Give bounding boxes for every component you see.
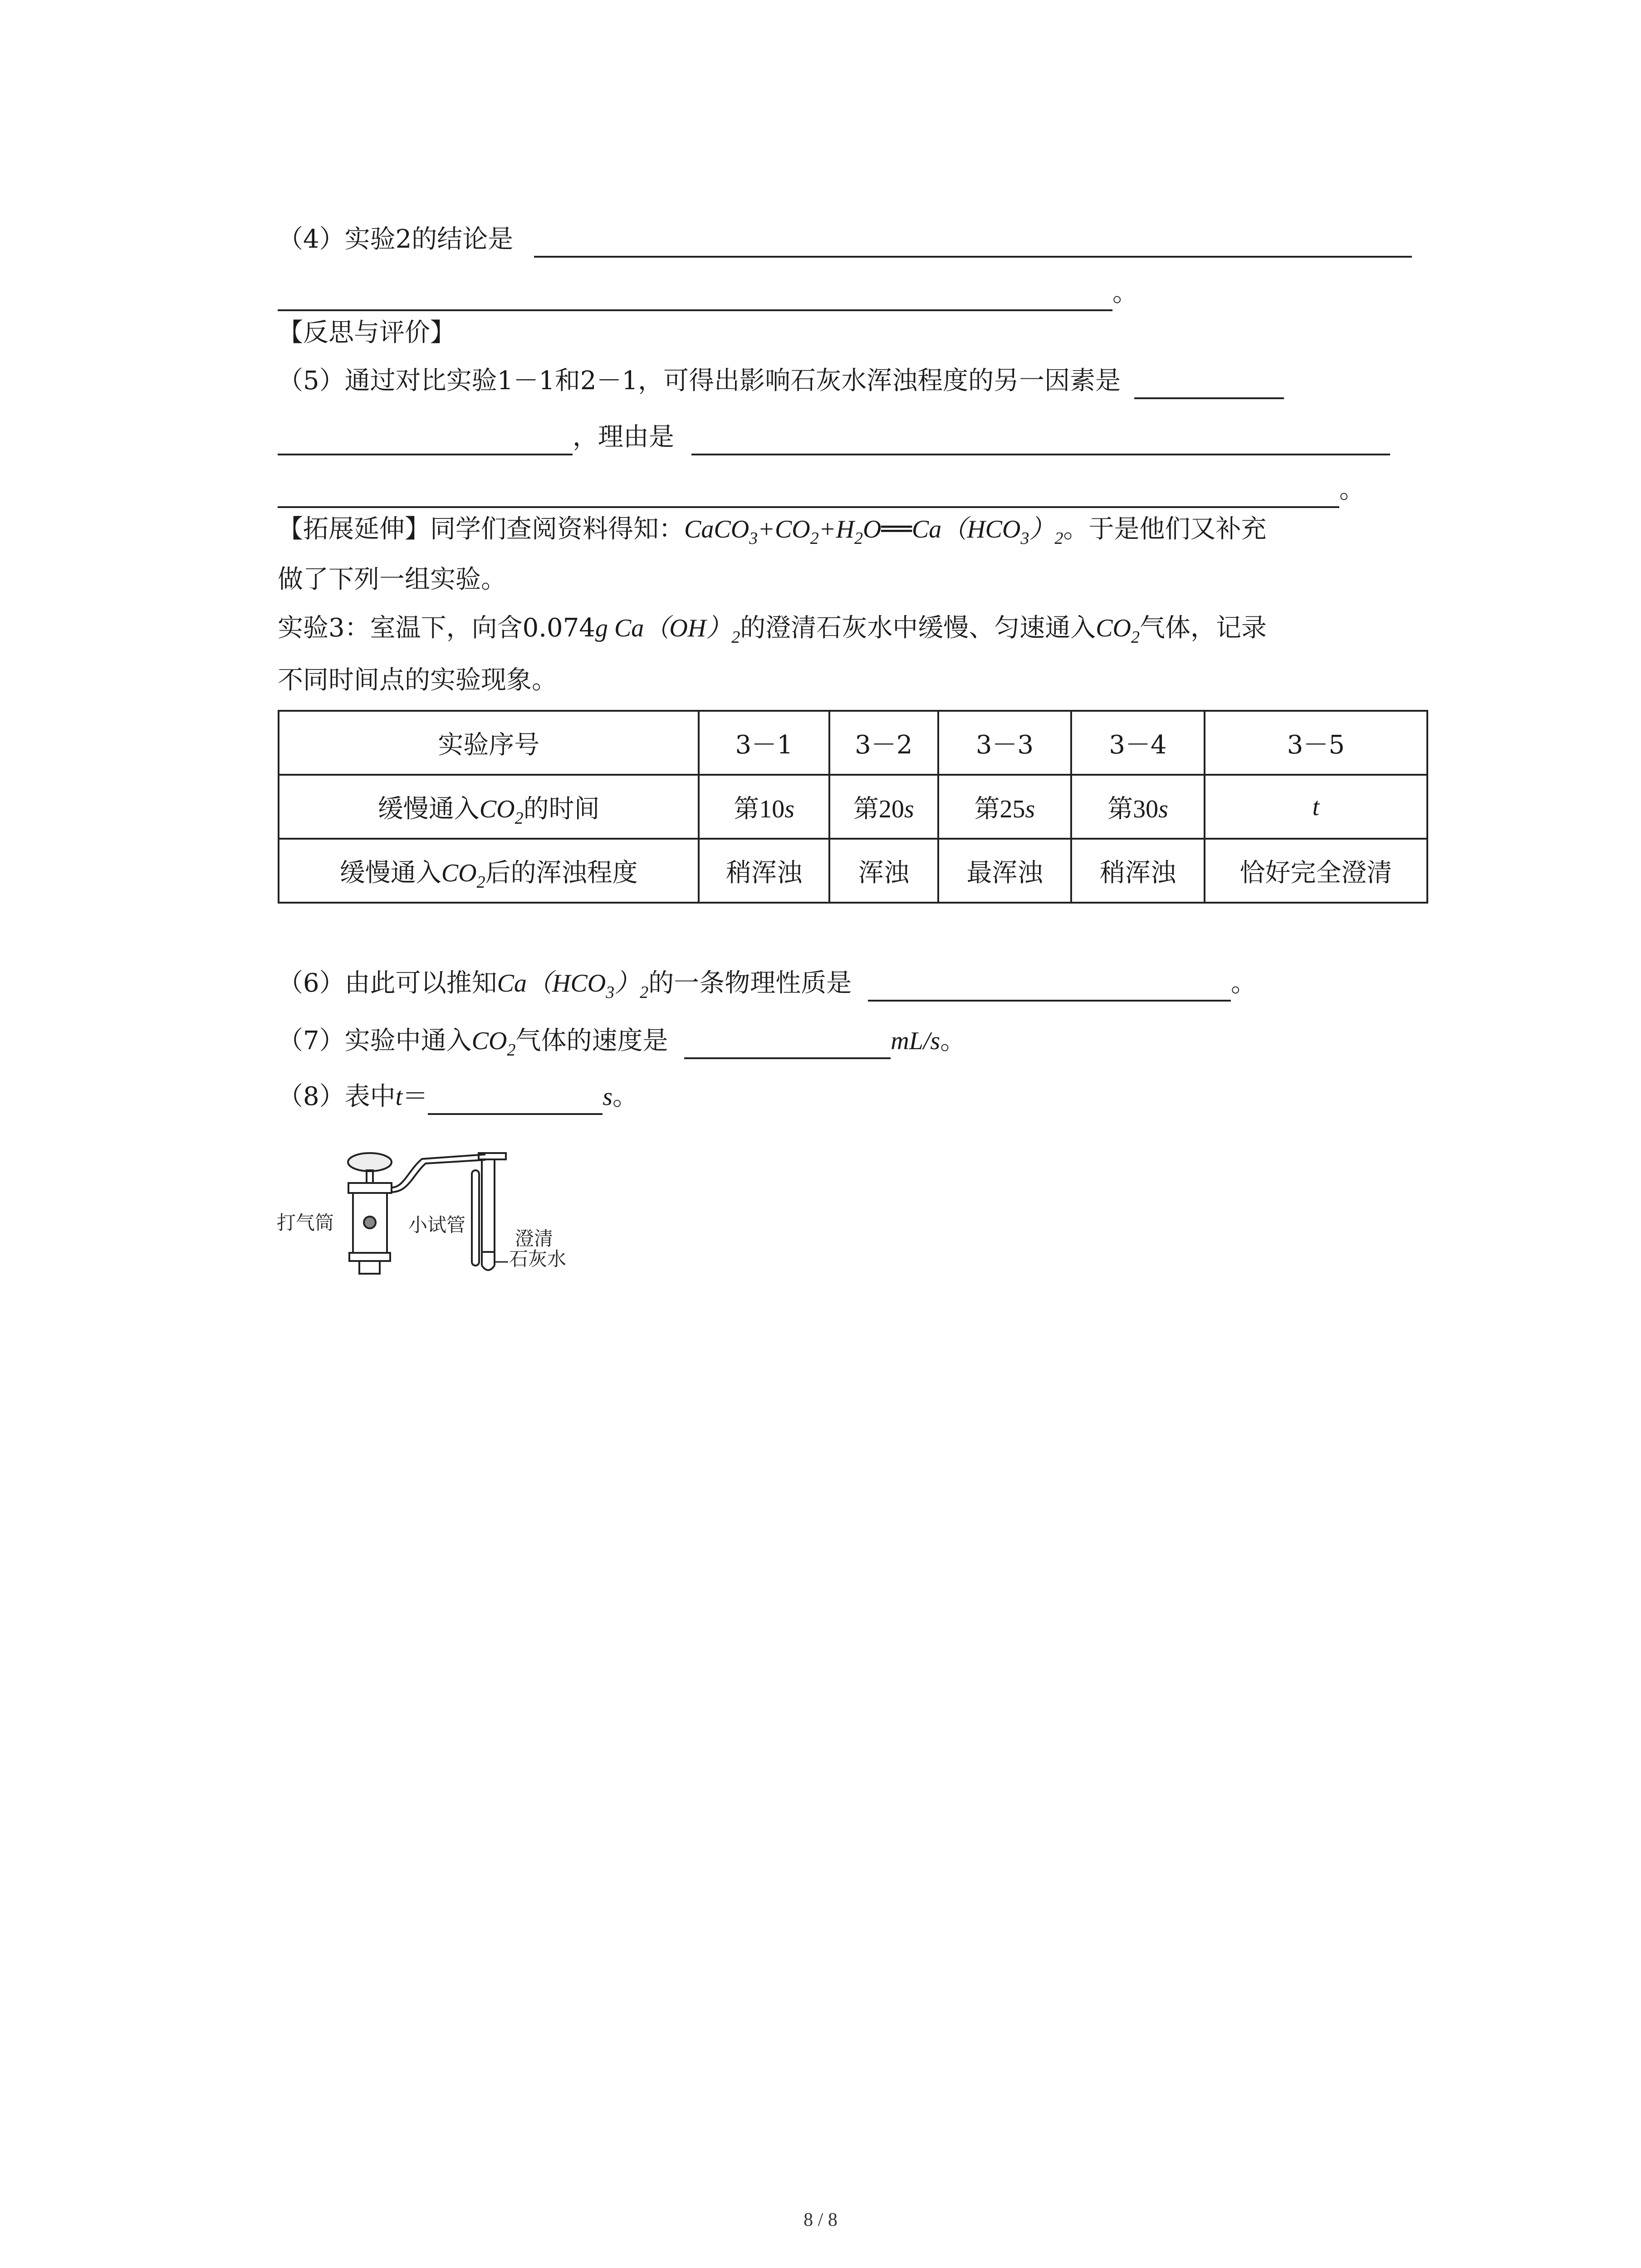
q4-line2 xyxy=(278,275,1138,311)
q8-pre: （8）表中 xyxy=(278,1082,396,1111)
q4-blank-2[interactable] xyxy=(278,281,1112,311)
eq-ca: Ca xyxy=(911,515,942,543)
table-cell-time-t xyxy=(1205,775,1427,839)
extension-line2 xyxy=(278,562,506,598)
exp3-co: CO xyxy=(1096,614,1131,642)
time-unit: s xyxy=(784,795,795,823)
exp3-sub2: 2 xyxy=(1131,628,1140,647)
q5-end: 。 xyxy=(1339,475,1365,504)
q6-end: 。 xyxy=(1231,968,1257,998)
extension-line2-text: 做了下列一组实验。 xyxy=(278,565,506,594)
label-air-pump: 打气筒 xyxy=(277,1212,334,1234)
q4-end: 。 xyxy=(1112,278,1138,308)
exp3-ca: Ca xyxy=(607,614,644,642)
q4-blank-1[interactable] xyxy=(534,228,1412,258)
eq-sub-3b: 3 xyxy=(1020,529,1029,548)
q7-unit: mL/s xyxy=(891,1027,941,1055)
reflection-heading xyxy=(278,315,456,351)
table-cell-turbidity: 稍浑浊 xyxy=(1071,839,1205,903)
row-turbid-co: CO xyxy=(441,859,477,887)
exp3-line2-text: 不同时间点的实验现象。 xyxy=(278,665,557,695)
row-turbid-pre: 缓慢通入 xyxy=(339,858,441,888)
q6-hco: （HCO xyxy=(527,969,606,997)
test-tube-icon xyxy=(472,1153,506,1270)
exp3-line2 xyxy=(278,662,557,699)
q6-sub2: 2 xyxy=(640,983,649,1002)
time-num: 30 xyxy=(1133,795,1159,823)
q5-blank-reason-cont[interactable] xyxy=(278,478,1339,508)
table-header-col: 3－2 xyxy=(829,711,938,775)
time-num: 20 xyxy=(878,795,904,823)
time-pre: 第 xyxy=(853,794,879,824)
eq-caco: CaCO xyxy=(684,515,749,543)
row-time-co: CO xyxy=(479,795,515,823)
extension-heading: 【拓展延伸】 xyxy=(278,514,430,544)
exp3-text-3: 气体，记录 xyxy=(1140,613,1267,643)
q6-pre: （6）由此可以推知 xyxy=(278,968,497,998)
page-number: 8 / 8 xyxy=(803,2209,838,2230)
q8-unit: s xyxy=(603,1083,612,1111)
q7-co: CO xyxy=(471,1027,507,1055)
q6-ca: Ca xyxy=(497,969,527,997)
extension-intro: 同学们查阅资料得知： xyxy=(430,514,684,544)
q6-line xyxy=(278,965,1256,1002)
q6-sub3: 3 xyxy=(606,983,615,1002)
eq-arrow: ══ xyxy=(881,514,912,544)
extension-tail: 。于是他们又补充 xyxy=(1063,514,1267,544)
table-cell-turbidity: 最浑浊 xyxy=(938,839,1072,903)
q8-line xyxy=(278,1079,638,1115)
q8-blank[interactable] xyxy=(428,1085,603,1115)
row-time-sub: 2 xyxy=(514,808,524,828)
apparatus-diagram xyxy=(272,1143,617,1279)
q7-sub: 2 xyxy=(507,1041,516,1060)
exp3-sub: 2 xyxy=(731,628,740,647)
table-cell-time xyxy=(1071,775,1205,839)
eq-sub-3: 3 xyxy=(749,529,758,548)
table-header-col: 3－5 xyxy=(1205,711,1427,775)
q5-line2 xyxy=(278,419,1390,455)
air-pump-icon xyxy=(348,1153,392,1274)
exp3-oh: （OH） xyxy=(644,614,732,642)
table-row-turbidity xyxy=(279,839,1427,903)
q5-blank-factor[interactable] xyxy=(1134,369,1284,399)
time-pre: 第 xyxy=(974,794,1000,824)
q5-text: （5）通过对比实验1－1和2－1，可得出影响石灰水浑浊程度的另一因素是 xyxy=(278,366,1121,396)
table-cell-time xyxy=(829,775,938,839)
time-pre: 第 xyxy=(734,794,759,824)
q6-blank[interactable] xyxy=(868,972,1231,1002)
exp3-text-1: 实验3：室温下，向含0.074 xyxy=(278,613,595,643)
q5-line3 xyxy=(278,472,1365,508)
q5-blank-reason[interactable] xyxy=(691,425,1390,455)
row-time-pre: 缓慢通入 xyxy=(377,794,480,824)
eq-hco: （HCO xyxy=(941,515,1021,543)
exp3-g: g xyxy=(595,614,608,642)
experiment-table xyxy=(278,710,1428,904)
row-turbid-sub: 2 xyxy=(476,872,485,892)
time-num: 25 xyxy=(999,795,1025,823)
label-small-tube: 小试管 xyxy=(408,1214,466,1236)
q7-post: 气体的速度是 xyxy=(515,1026,668,1056)
q8-end: 。 xyxy=(612,1082,638,1111)
table-row-time-label xyxy=(279,775,699,839)
q7-line xyxy=(278,1023,965,1059)
table-header-label: 实验序号 xyxy=(279,711,699,775)
eq-o: O xyxy=(862,515,882,543)
table-header-col: 3－4 xyxy=(1071,711,1205,775)
table-cell-turbidity: 恰好完全澄清 xyxy=(1205,839,1427,903)
table-cell-turbidity: 浑浊 xyxy=(829,839,938,903)
eq-close: ） xyxy=(1029,515,1055,543)
exp3-line1 xyxy=(278,610,1267,646)
q4-text: （4）实验2的结论是 xyxy=(278,225,514,254)
table-header-col: 3－3 xyxy=(938,711,1072,775)
table-row-turbidity-label xyxy=(279,839,699,903)
table-row-time xyxy=(279,775,1427,839)
eq-sub-2b: 2 xyxy=(854,529,863,548)
exp3-text-2: 的澄清石灰水中缓慢、匀速通入 xyxy=(740,613,1096,643)
eq-h: +H xyxy=(818,515,854,543)
table-cell-time xyxy=(699,775,829,839)
eq-co: +CO xyxy=(758,515,810,543)
extension-line1 xyxy=(278,511,1266,547)
q5-blank-factor-cont[interactable] xyxy=(278,425,573,455)
time-unit: s xyxy=(904,795,914,823)
q8-eq: ＝ xyxy=(402,1082,428,1111)
q5-line1 xyxy=(278,363,1284,399)
row-time-post: 的时间 xyxy=(523,794,600,824)
eq-sub-2a: 2 xyxy=(810,529,819,548)
label-clear: 澄清 xyxy=(515,1227,554,1250)
q4-line1 xyxy=(278,221,1412,258)
table-cell-time xyxy=(938,775,1072,839)
label-limewater: 石灰水 xyxy=(509,1248,567,1270)
table-header-col: 3－1 xyxy=(699,711,829,775)
table-row-header xyxy=(279,711,1427,775)
reflection-heading-text: 【反思与评价】 xyxy=(278,318,456,347)
time-unit: s xyxy=(1158,795,1168,823)
table-cell-turbidity: 稍浑浊 xyxy=(699,839,829,903)
time-num: 10 xyxy=(759,795,785,823)
eq-sub-2c: 2 xyxy=(1054,529,1063,548)
q5-reason-label: ，理由是 xyxy=(573,422,674,452)
q7-blank[interactable] xyxy=(684,1029,891,1059)
q7-end: 。 xyxy=(940,1026,966,1056)
row-turbid-post: 后的浑浊程度 xyxy=(485,858,638,888)
q8-t: t xyxy=(395,1083,403,1111)
q6-post: 的一条物理性质是 xyxy=(648,968,852,998)
q6-close: ） xyxy=(614,969,640,997)
time-unit: s xyxy=(1025,795,1035,823)
q7-pre: （7）实验中通入 xyxy=(278,1026,472,1056)
time-pre: 第 xyxy=(1107,794,1133,824)
time-t: t xyxy=(1312,793,1320,821)
